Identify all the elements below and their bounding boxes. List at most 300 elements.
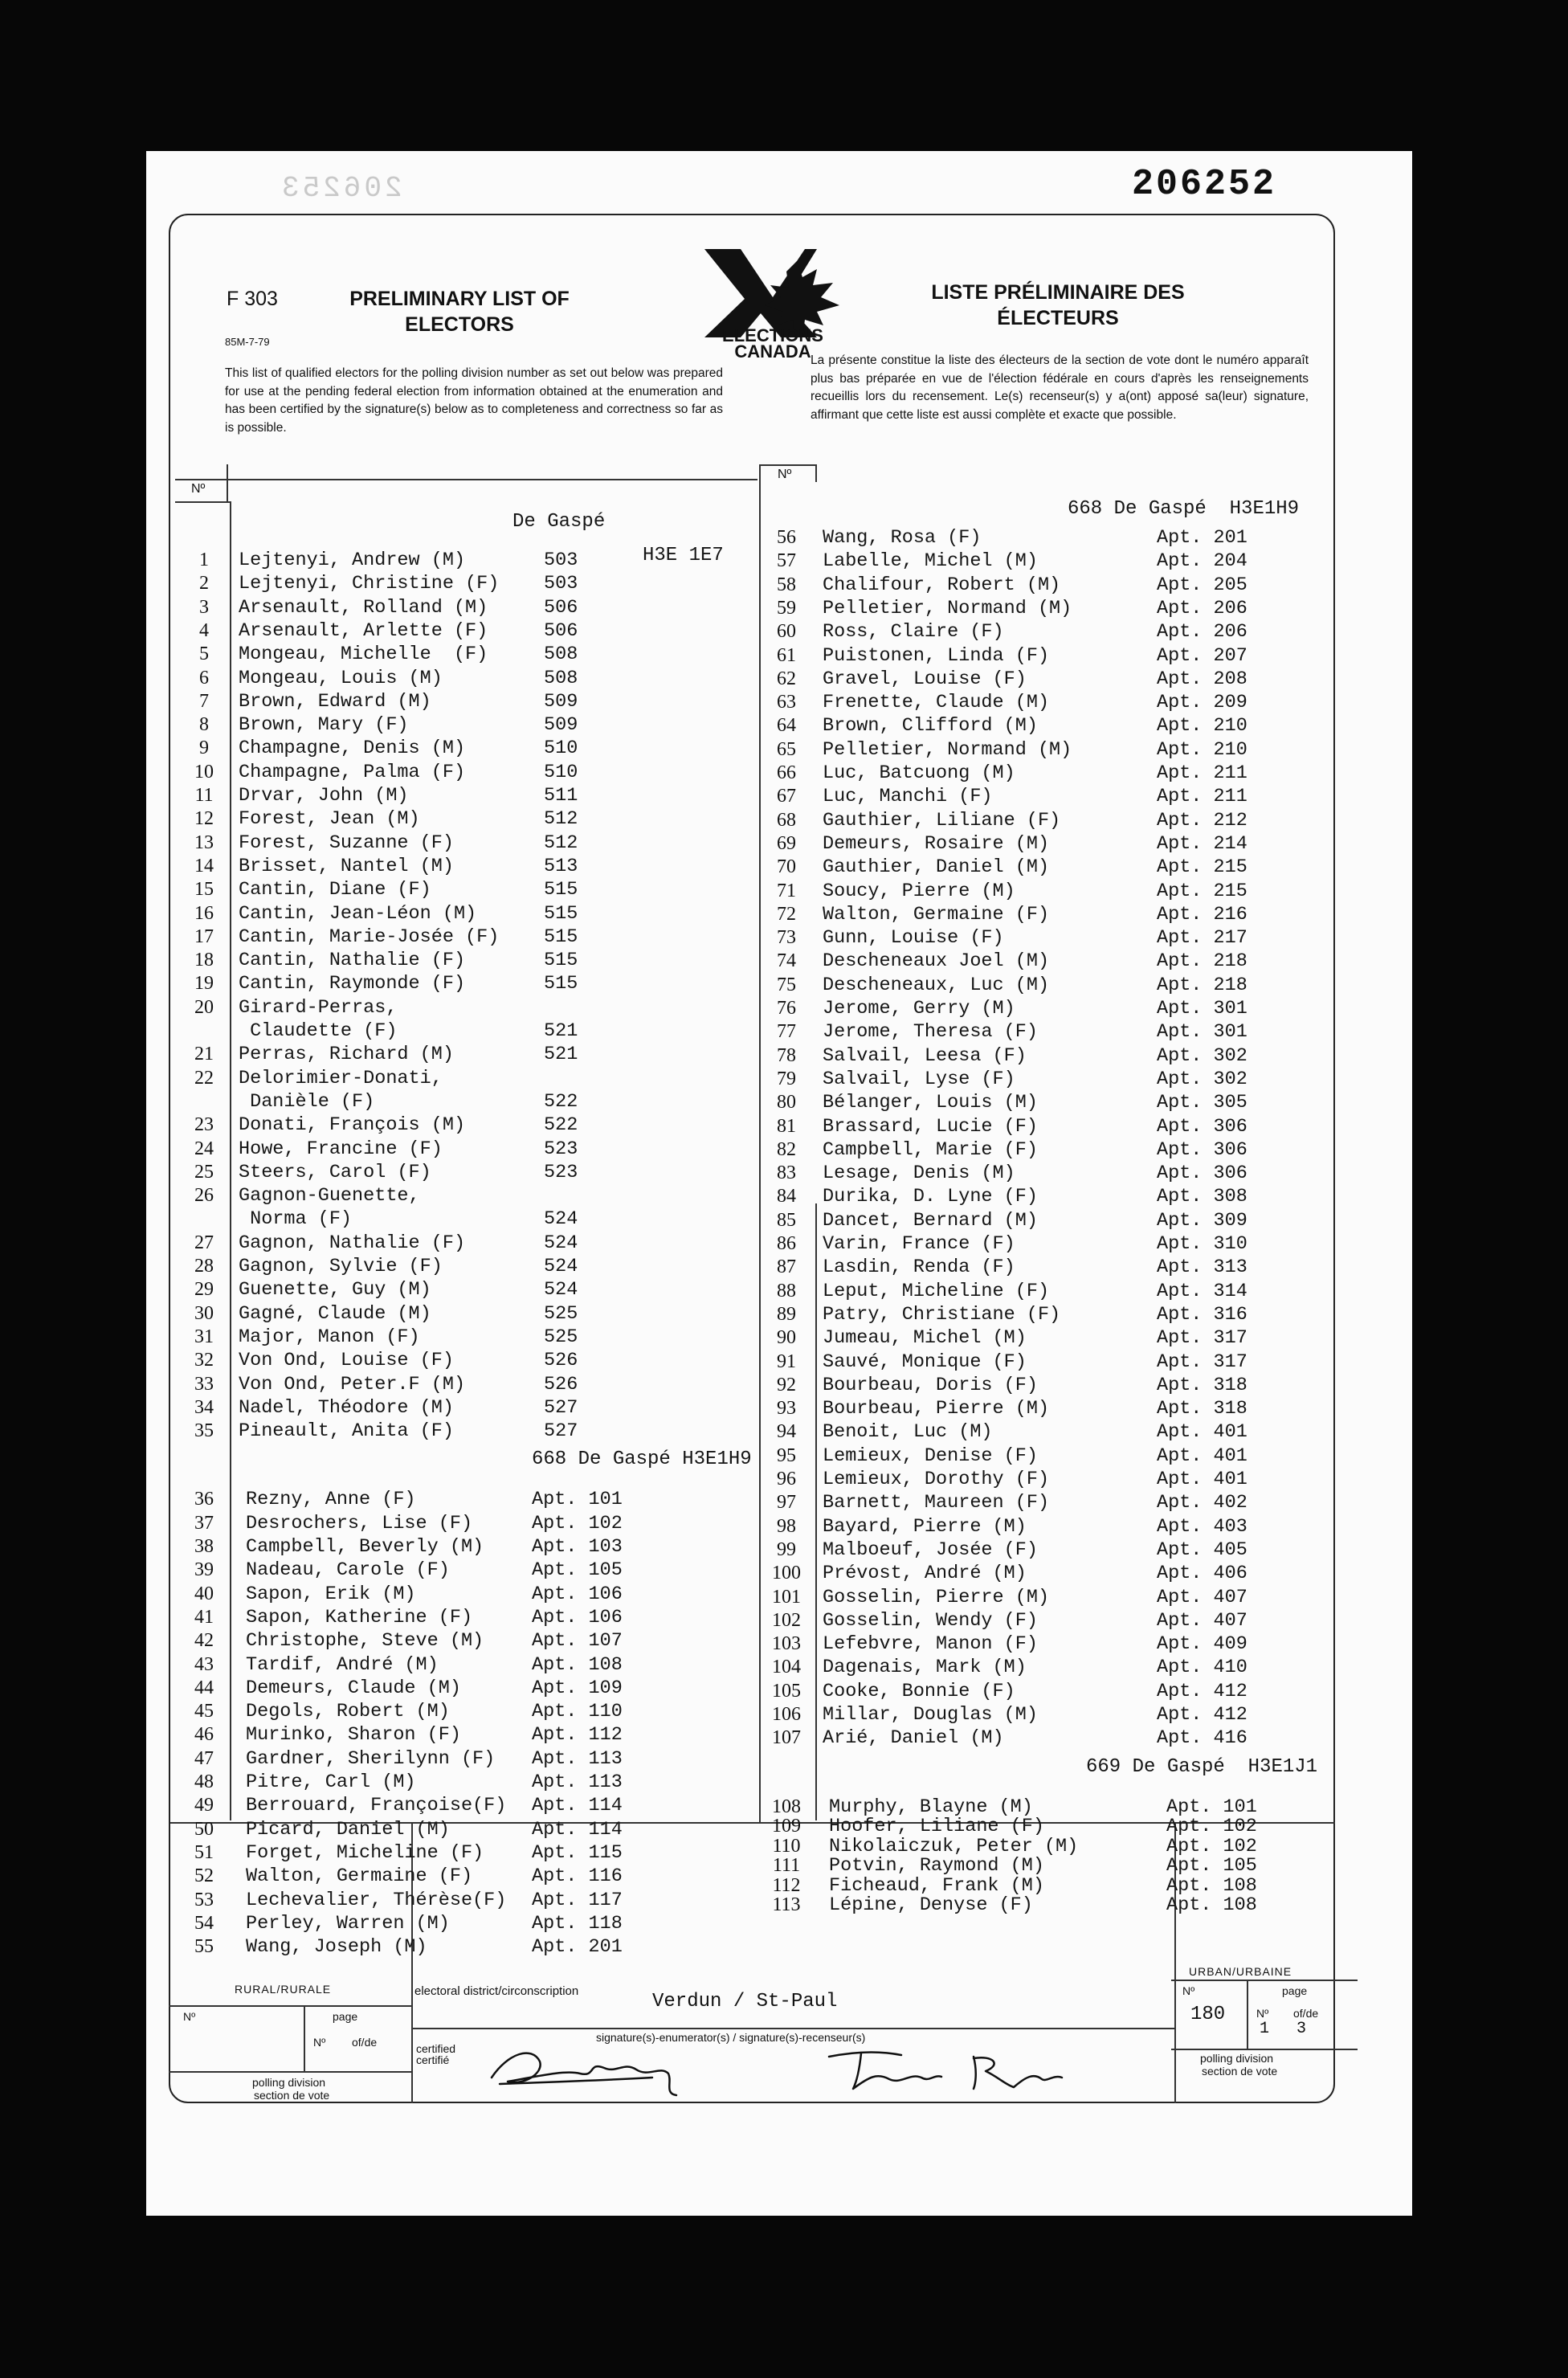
elector-name: Jerome, Gerry (M) — [823, 998, 1015, 1019]
elector-address: 510 — [544, 738, 578, 760]
elector-number: 4 — [199, 619, 209, 641]
elector-address: Apt. 110 — [532, 1701, 623, 1723]
elector-address: Apt. 112 — [532, 1724, 623, 1747]
elector-address: Apt. 317 — [1157, 1350, 1247, 1373]
elector-number: 17 — [194, 925, 214, 947]
elector-address: 522 — [544, 1114, 578, 1137]
elector-number: 77 — [777, 1021, 796, 1043]
elector-address: Apt. 302 — [1157, 1068, 1247, 1090]
elector-address: Apt. 318 — [1157, 1374, 1247, 1396]
elector-name: Frenette, Claude (M) — [823, 692, 1050, 714]
intro-french: La présente constitue la liste des électeurs de la section de vote dont le numéro apparaît plus bas préparée en vue de l'élection fédérale en cours d'après les renseignements recueillis lors du recensement. Le(s) recenseur(s) y a(ont) apposé sa(leur) signature, affirmant que cette liste est aussi complète et exacte que possible. — [811, 353, 1309, 422]
left-street-header: De Gaspé — [512, 511, 606, 533]
elector-number: 71 — [777, 880, 796, 901]
elector-number: 89 — [777, 1303, 796, 1325]
svg-text:ELECTIONS: ELECTIONS — [722, 325, 823, 345]
elector-address: Apt. 416 — [1157, 1727, 1247, 1750]
elector-number: 40 — [194, 1583, 214, 1604]
elector-address: 511 — [544, 785, 578, 807]
polling-division-label-right: polling division — [1200, 2052, 1274, 2065]
elector-number: 14 — [194, 855, 214, 876]
elector-address: Apt. 117 — [532, 1889, 623, 1911]
elector-address: 526 — [544, 1350, 578, 1372]
elector-number: 32 — [194, 1350, 214, 1371]
elector-address: 515 — [544, 879, 578, 901]
enumerator-signature-1 — [476, 2037, 717, 2102]
elector-address: Apt. 113 — [532, 1771, 623, 1793]
certified-label: certified — [416, 2042, 456, 2055]
elector-number: 113 — [772, 1894, 801, 1916]
elector-number: 24 — [194, 1138, 214, 1159]
elector-name: Prévost, André (M) — [823, 1563, 1027, 1585]
elector-address: 515 — [544, 925, 578, 948]
elector-address: 527 — [544, 1420, 578, 1443]
elector-name: Bélanger, Louis (M) — [823, 1092, 1038, 1114]
elector-number: 62 — [777, 668, 796, 689]
elector-name: Lasdin, Renda (F) — [823, 1256, 1015, 1279]
elector-number: 27 — [194, 1232, 214, 1253]
elector-name: Jerome, Theresa (F) — [823, 1021, 1038, 1044]
elector-name: Potvin, Raymond (M) — [829, 1855, 1044, 1877]
elector-address: 524 — [544, 1256, 578, 1277]
elector-number: 70 — [777, 856, 796, 878]
elector-name: Nadeau, Carole (F) — [246, 1559, 450, 1582]
elector-number: 87 — [777, 1256, 796, 1278]
elector-number: 18 — [194, 950, 214, 971]
elector-address: 512 — [544, 831, 578, 854]
elector-name: Gagné, Claude (M) — [239, 1302, 431, 1325]
elector-address: Apt. 412 — [1157, 1704, 1247, 1726]
elector-number: 1 — [199, 550, 209, 570]
elector-address: Apt. 301 — [1157, 998, 1247, 1019]
elector-name: Cantin, Jean-Léon (M) — [239, 902, 477, 925]
elector-number: 49 — [194, 1795, 214, 1816]
elector-address: 509 — [544, 714, 578, 737]
section-de-vote-label-right: section de vote — [1202, 2065, 1278, 2078]
elector-number: 95 — [777, 1444, 796, 1466]
elector-name: Gauthier, Liliane (F) — [823, 809, 1061, 831]
elector-address: Apt. 407 — [1157, 1586, 1247, 1608]
elector-name: Demeurs, Claude (M) — [246, 1677, 461, 1699]
elector-name: Cantin, Nathalie (F) — [239, 950, 466, 972]
elector-name: Christophe, Steve (M) — [246, 1630, 484, 1653]
elector-name: Arsenault, Rolland (M) — [239, 596, 488, 619]
elector-address: Apt. 302 — [1157, 1044, 1247, 1067]
elector-name: Campbell, Beverly (M) — [246, 1536, 484, 1558]
elector-name: Forest, Jean (M) — [239, 808, 420, 831]
urban-page-of-label: of/de — [1293, 2007, 1319, 2020]
elector-number: 28 — [194, 1256, 214, 1277]
rural-page-no-label: Nº — [313, 2036, 326, 2049]
elector-number: 43 — [194, 1653, 214, 1675]
rural-page-of-label: of/de — [352, 2036, 378, 2049]
elector-number: 5 — [199, 644, 209, 665]
elector-address: 512 — [544, 808, 578, 831]
elector-name: Champagne, Denis (M) — [239, 738, 466, 760]
elector-name: Champagne, Palma (F) — [239, 761, 466, 783]
elector-name: Bourbeau, Pierre (M) — [823, 1398, 1050, 1420]
column-divider — [759, 464, 761, 1822]
elector-number: 84 — [777, 1186, 796, 1207]
elector-name: Pitre, Carl (M) — [246, 1771, 416, 1793]
elector-number: 23 — [194, 1114, 214, 1136]
polling-division-label-left: polling division — [252, 2076, 326, 2089]
elector-name: Steers, Carol (F) — [239, 1161, 431, 1183]
elector-address: Apt. 106 — [532, 1606, 623, 1628]
elector-name: Brisset, Nantel (M) — [239, 855, 454, 877]
elector-number: 19 — [194, 973, 214, 995]
elector-name: Jumeau, Michel (M) — [823, 1327, 1027, 1350]
maple-leaf-x-icon — [696, 241, 849, 360]
elector-number: 31 — [194, 1326, 214, 1347]
elector-name: Luc, Batcuong (M) — [823, 762, 1015, 784]
elector-address: Apt. 410 — [1157, 1657, 1247, 1679]
elector-name: Forget, Micheline (F) — [246, 1841, 484, 1864]
elector-number: 65 — [777, 738, 796, 760]
elector-name: Desrochers, Lise (F) — [246, 1512, 473, 1534]
rural-page-divider — [304, 2005, 305, 2071]
elector-name: Gunn, Louise (F) — [823, 927, 1004, 950]
elector-address: Apt. 308 — [1157, 1186, 1247, 1208]
elector-name: Bourbeau, Doris (F) — [823, 1374, 1038, 1396]
elector-number: 30 — [194, 1302, 214, 1324]
elector-name: Soucy, Pierre (M) — [823, 880, 1015, 902]
elector-number: 66 — [777, 762, 796, 783]
elector-name: Millar, Douglas (M) — [823, 1704, 1038, 1726]
elector-number: 98 — [777, 1515, 796, 1537]
right-number-column-line — [815, 1203, 817, 1820]
elector-name: Barnett, Maureen (F) — [823, 1492, 1050, 1514]
rural-page-label: page — [333, 2010, 358, 2023]
elector-number: 63 — [777, 692, 796, 713]
elector-name: Lépine, Denyse (F) — [829, 1894, 1033, 1917]
elector-address: Apt. 218 — [1157, 974, 1247, 996]
elector-name: Puistonen, Linda (F) — [823, 644, 1050, 667]
elector-number: 81 — [777, 1115, 796, 1137]
elector-number: 46 — [194, 1724, 214, 1746]
district-label: electoral district/circonscription — [414, 1984, 579, 1998]
elector-name: Brown, Edward (M) — [239, 690, 431, 713]
enumerator-signature-2 — [813, 2041, 1070, 2097]
elector-number: 45 — [194, 1701, 214, 1722]
elector-number: 80 — [777, 1092, 796, 1113]
elector-number: 56 — [777, 527, 796, 548]
elector-name: Labelle, Michel (M) — [823, 550, 1038, 573]
elector-name: Major, Manon (F) — [239, 1326, 420, 1348]
elector-address: Apt. 407 — [1157, 1609, 1247, 1632]
elector-number: 112 — [772, 1874, 801, 1896]
elector-address: Apt. 306 — [1157, 1115, 1247, 1138]
elector-address: Apt. 105 — [1166, 1855, 1257, 1877]
elector-number: 88 — [777, 1280, 796, 1301]
elector-number: 29 — [194, 1279, 214, 1301]
elector-name: Descheneaux, Luc (M) — [823, 974, 1050, 996]
elector-address: Apt. 103 — [532, 1536, 623, 1558]
elector-name: Salvail, Leesa (F) — [823, 1044, 1027, 1067]
elector-number: 37 — [194, 1512, 214, 1534]
elector-number: 64 — [777, 715, 796, 737]
elector-number: 25 — [194, 1161, 214, 1183]
elector-name: Sauvé, Monique (F) — [823, 1350, 1027, 1373]
elector-number: 79 — [777, 1068, 796, 1089]
elector-number: 35 — [194, 1420, 214, 1442]
elector-number: 69 — [777, 832, 796, 854]
intro-english: This list of qualified electors for the polling division number as set out below was prepared for use at the pending federal election from information obtained at the enumeration and has been certified by the signature(s) below as to completeness and correctness so far as is possible. — [225, 366, 723, 435]
elector-name: Forest, Suzanne (F) — [239, 831, 454, 854]
elector-name: Lemieux, Dorothy (F) — [823, 1469, 1050, 1490]
elector-name: Lesage, Denis (M) — [823, 1162, 1015, 1185]
elector-address: Apt. 208 — [1157, 668, 1247, 690]
elector-address: 524 — [544, 1232, 578, 1254]
elector-address: Apt. 412 — [1157, 1680, 1247, 1702]
elector-address: 508 — [544, 667, 578, 689]
elector-name: Sapon, Katherine (F) — [246, 1606, 473, 1628]
elector-name: Pelletier, Normand (M) — [823, 738, 1072, 761]
table-top-rule-right — [759, 464, 815, 466]
table-top-rule-left — [175, 479, 757, 480]
elector-name: Tardif, André (M) — [246, 1653, 439, 1676]
district-value: Verdun / St-Paul — [652, 1991, 838, 2012]
elector-address: Apt. 206 — [1157, 597, 1247, 619]
elector-address: Apt. 406 — [1157, 1563, 1247, 1585]
elector-name: Murphy, Blayne (M) — [829, 1796, 1033, 1818]
elector-name-continued: Norma (F) — [239, 1208, 353, 1231]
elector-address: Apt. 401 — [1157, 1469, 1247, 1490]
no-label-left: Nº — [191, 482, 206, 496]
elector-address: 515 — [544, 950, 578, 972]
polling-rule-right — [1171, 2049, 1358, 2050]
elector-address: Apt. 318 — [1157, 1398, 1247, 1420]
elector-address: Apt. 316 — [1157, 1303, 1247, 1326]
elector-number: 90 — [777, 1327, 796, 1349]
elector-address: Apt. 114 — [532, 1818, 623, 1841]
elector-address: Apt. 209 — [1157, 692, 1247, 714]
signature-label: signature(s)-enumerator(s) / signature(s)-recenseur(s) — [596, 2031, 866, 2044]
elector-address: Apt. 212 — [1157, 809, 1247, 831]
elector-number: 16 — [194, 902, 214, 924]
elector-number: 41 — [194, 1606, 214, 1628]
elector-name: Guenette, Guy (M) — [239, 1279, 431, 1301]
left-section2-header: 668 De Gaspé H3E1H9 — [532, 1448, 752, 1471]
elector-name-continued: Danièle (F) — [239, 1090, 375, 1113]
elector-name: Lefebvre, Manon (F) — [823, 1633, 1038, 1656]
rural-label: RURAL/RURALE — [235, 1983, 332, 1996]
elector-name: Brown, Clifford (M) — [823, 715, 1038, 738]
elector-name: Bayard, Pierre (M) — [823, 1515, 1027, 1538]
elector-name: Lechevalier, Thérèse(F) — [246, 1889, 507, 1911]
urban-page-value: 1 — [1260, 2020, 1270, 2038]
title-french: LISTE PRÉLIMINAIRE DES ÉLECTEURS — [931, 281, 1185, 329]
no-label-right: Nº — [778, 468, 792, 481]
left-postal-code: H3E 1E7 — [643, 545, 724, 566]
elector-address: Apt. 306 — [1157, 1138, 1247, 1161]
elector-number: 93 — [777, 1398, 796, 1420]
elector-name: Lemieux, Denise (F) — [823, 1444, 1038, 1467]
elector-number: 76 — [777, 998, 796, 1019]
elector-number: 11 — [194, 785, 214, 806]
elector-name: Dancet, Bernard (M) — [823, 1209, 1038, 1232]
polling-rule-left — [169, 2071, 411, 2073]
elector-name: Mongeau, Michelle (F) — [239, 644, 488, 666]
elector-address: Apt. 114 — [532, 1795, 623, 1817]
elector-address: 523 — [544, 1138, 578, 1160]
elector-address: 515 — [544, 973, 578, 995]
elector-address: Apt. 102 — [1166, 1835, 1257, 1857]
elector-number: 97 — [777, 1492, 796, 1514]
elector-number: 72 — [777, 903, 796, 925]
elector-number: 61 — [777, 644, 796, 666]
elector-address: Apt. 310 — [1157, 1233, 1247, 1255]
elector-number: 94 — [777, 1421, 796, 1443]
elector-address: 508 — [544, 644, 578, 666]
elector-address: Apt. 101 — [1166, 1796, 1257, 1818]
elector-name: Gravel, Louise (F) — [823, 668, 1027, 690]
elector-name: Chalifour, Robert (M) — [823, 574, 1061, 596]
elector-name: Salvail, Lyse (F) — [823, 1068, 1015, 1090]
elector-name: Cantin, Raymonde (F) — [239, 973, 466, 995]
elector-address: Apt. 101 — [532, 1489, 623, 1511]
elections-canada-logo — [696, 241, 849, 360]
elector-name: Cantin, Diane (F) — [239, 879, 431, 901]
elector-address: Apt. 210 — [1157, 738, 1247, 761]
elector-address: Apt. 215 — [1157, 856, 1247, 879]
elector-name: Donati, François (M) — [239, 1114, 466, 1137]
elector-name: Gagnon, Nathalie (F) — [239, 1232, 466, 1254]
elector-address: 510 — [544, 761, 578, 783]
urban-of-value: 3 — [1296, 2020, 1307, 2038]
no-box-left-divider — [227, 464, 228, 501]
elector-number: 12 — [194, 808, 214, 830]
elector-number: 53 — [194, 1889, 214, 1910]
elector-address: Apt. 107 — [532, 1630, 623, 1653]
elector-address: Apt. 306 — [1157, 1162, 1247, 1185]
elector-name: Gosselin, Pierre (M) — [823, 1586, 1050, 1608]
elector-name: Walton, Germaine (F) — [246, 1865, 473, 1888]
elector-number: 13 — [194, 831, 214, 853]
form-sheet — [146, 151, 1412, 2216]
elector-name: Cantin, Marie-Josée (F) — [239, 925, 500, 948]
elector-address: 506 — [544, 596, 578, 619]
signature-rule — [411, 2028, 1174, 2029]
rural-no-label: Nº — [183, 2010, 196, 2023]
elector-address: Apt. 317 — [1157, 1327, 1247, 1350]
svg-text:CANADA: CANADA — [734, 341, 811, 360]
elector-address: Apt. 405 — [1157, 1538, 1247, 1561]
elector-address: 524 — [544, 1208, 578, 1231]
elector-name: Mongeau, Louis (M) — [239, 667, 443, 689]
elector-name: Degols, Robert (M) — [246, 1701, 450, 1723]
elector-name: Perley, Warren (M) — [246, 1912, 450, 1935]
elector-address: 506 — [544, 619, 578, 642]
elector-number: 57 — [777, 550, 796, 572]
elector-address: 523 — [544, 1161, 578, 1183]
elector-number: 60 — [777, 621, 796, 643]
elector-number: 78 — [777, 1044, 796, 1066]
elector-name: Rezny, Anne (F) — [246, 1489, 416, 1511]
elector-name: Delorimier-Donati, — [239, 1067, 443, 1089]
elector-number: 22 — [194, 1067, 214, 1089]
elector-name: Malboeuf, Josée (F) — [823, 1538, 1038, 1561]
urban-page-no-label: Nº — [1256, 2007, 1269, 2020]
elector-number: 86 — [777, 1233, 796, 1254]
elector-name: Varin, France (F) — [823, 1233, 1015, 1255]
elector-number: 103 — [772, 1633, 801, 1655]
elector-address: Apt. 106 — [532, 1583, 623, 1605]
elector-address: Apt. 206 — [1157, 621, 1247, 644]
elector-address: 521 — [544, 1020, 578, 1042]
elector-name: Arié, Daniel (M) — [823, 1727, 1004, 1750]
elector-name: Demeurs, Rosaire (M) — [823, 832, 1050, 855]
elector-name: Lejtenyi, Christine (F) — [239, 573, 500, 595]
elector-name: Wang, Rosa (F) — [823, 527, 982, 549]
no-box-bottom — [175, 501, 231, 503]
elector-address: 513 — [544, 855, 578, 877]
elector-name: Girard-Perras, — [239, 996, 398, 1019]
elector-address: Apt. 205 — [1157, 574, 1247, 596]
elector-name: Nadel, Théodore (M) — [239, 1396, 454, 1419]
elector-number: 54 — [194, 1912, 214, 1934]
elector-address: Apt. 201 — [1157, 527, 1247, 549]
elector-number: 48 — [194, 1771, 214, 1792]
serial-number: 206252 — [1132, 164, 1277, 205]
elector-number: 36 — [194, 1489, 214, 1510]
elector-number: 110 — [772, 1835, 801, 1857]
elector-address: Apt. 313 — [1157, 1256, 1247, 1279]
elector-number: 50 — [194, 1818, 214, 1840]
elector-name: Howe, Francine (F) — [239, 1138, 443, 1160]
elector-name: Gauthier, Daniel (M) — [823, 856, 1050, 879]
elector-name: Lejtenyi, Andrew (M) — [239, 550, 466, 571]
elector-number: 68 — [777, 809, 796, 831]
elector-number: 59 — [777, 597, 796, 619]
elector-number: 107 — [772, 1727, 801, 1749]
elector-address: 503 — [544, 550, 578, 571]
elector-address: Apt. 108 — [532, 1653, 623, 1676]
elector-address: 525 — [544, 1326, 578, 1348]
elector-name: Campbell, Marie (F) — [823, 1138, 1038, 1161]
urban-no-label: Nº — [1182, 1984, 1195, 1997]
elector-number: 96 — [777, 1469, 796, 1489]
elector-address: Apt. 401 — [1157, 1421, 1247, 1444]
elector-name: Perras, Richard (M) — [239, 1044, 454, 1066]
elector-number: 105 — [772, 1680, 801, 1702]
elector-number: 83 — [777, 1162, 796, 1184]
elector-number: 55 — [194, 1936, 214, 1958]
elector-name-continued: Claudette (F) — [239, 1020, 398, 1042]
elector-name: Arsenault, Arlette (F) — [239, 619, 488, 642]
elector-address: Apt. 217 — [1157, 927, 1247, 950]
elector-name: Brown, Mary (F) — [239, 714, 409, 737]
elector-address: Apt. 204 — [1157, 550, 1247, 573]
elector-number: 44 — [194, 1677, 214, 1698]
elector-address: Apt. 211 — [1157, 786, 1247, 808]
elector-address: 527 — [544, 1396, 578, 1419]
elector-number: 39 — [194, 1559, 214, 1581]
elector-name: Luc, Manchi (F) — [823, 786, 993, 808]
elector-address: Apt. 108 — [1166, 1874, 1257, 1897]
elector-address: 503 — [544, 573, 578, 595]
elector-address: Apt. 201 — [532, 1936, 623, 1959]
elector-number: 26 — [194, 1185, 214, 1207]
elector-address: Apt. 214 — [1157, 832, 1247, 855]
elector-address: Apt. 218 — [1157, 950, 1247, 973]
elector-address: Apt. 401 — [1157, 1444, 1247, 1467]
elector-name: Wang, Joseph (M) — [246, 1936, 427, 1959]
elector-name: Patry, Christiane (F) — [823, 1303, 1061, 1326]
elector-name: Cooke, Bonnie (F) — [823, 1680, 1015, 1702]
elector-address: Apt. 109 — [532, 1677, 623, 1699]
elector-number: 9 — [199, 738, 209, 759]
